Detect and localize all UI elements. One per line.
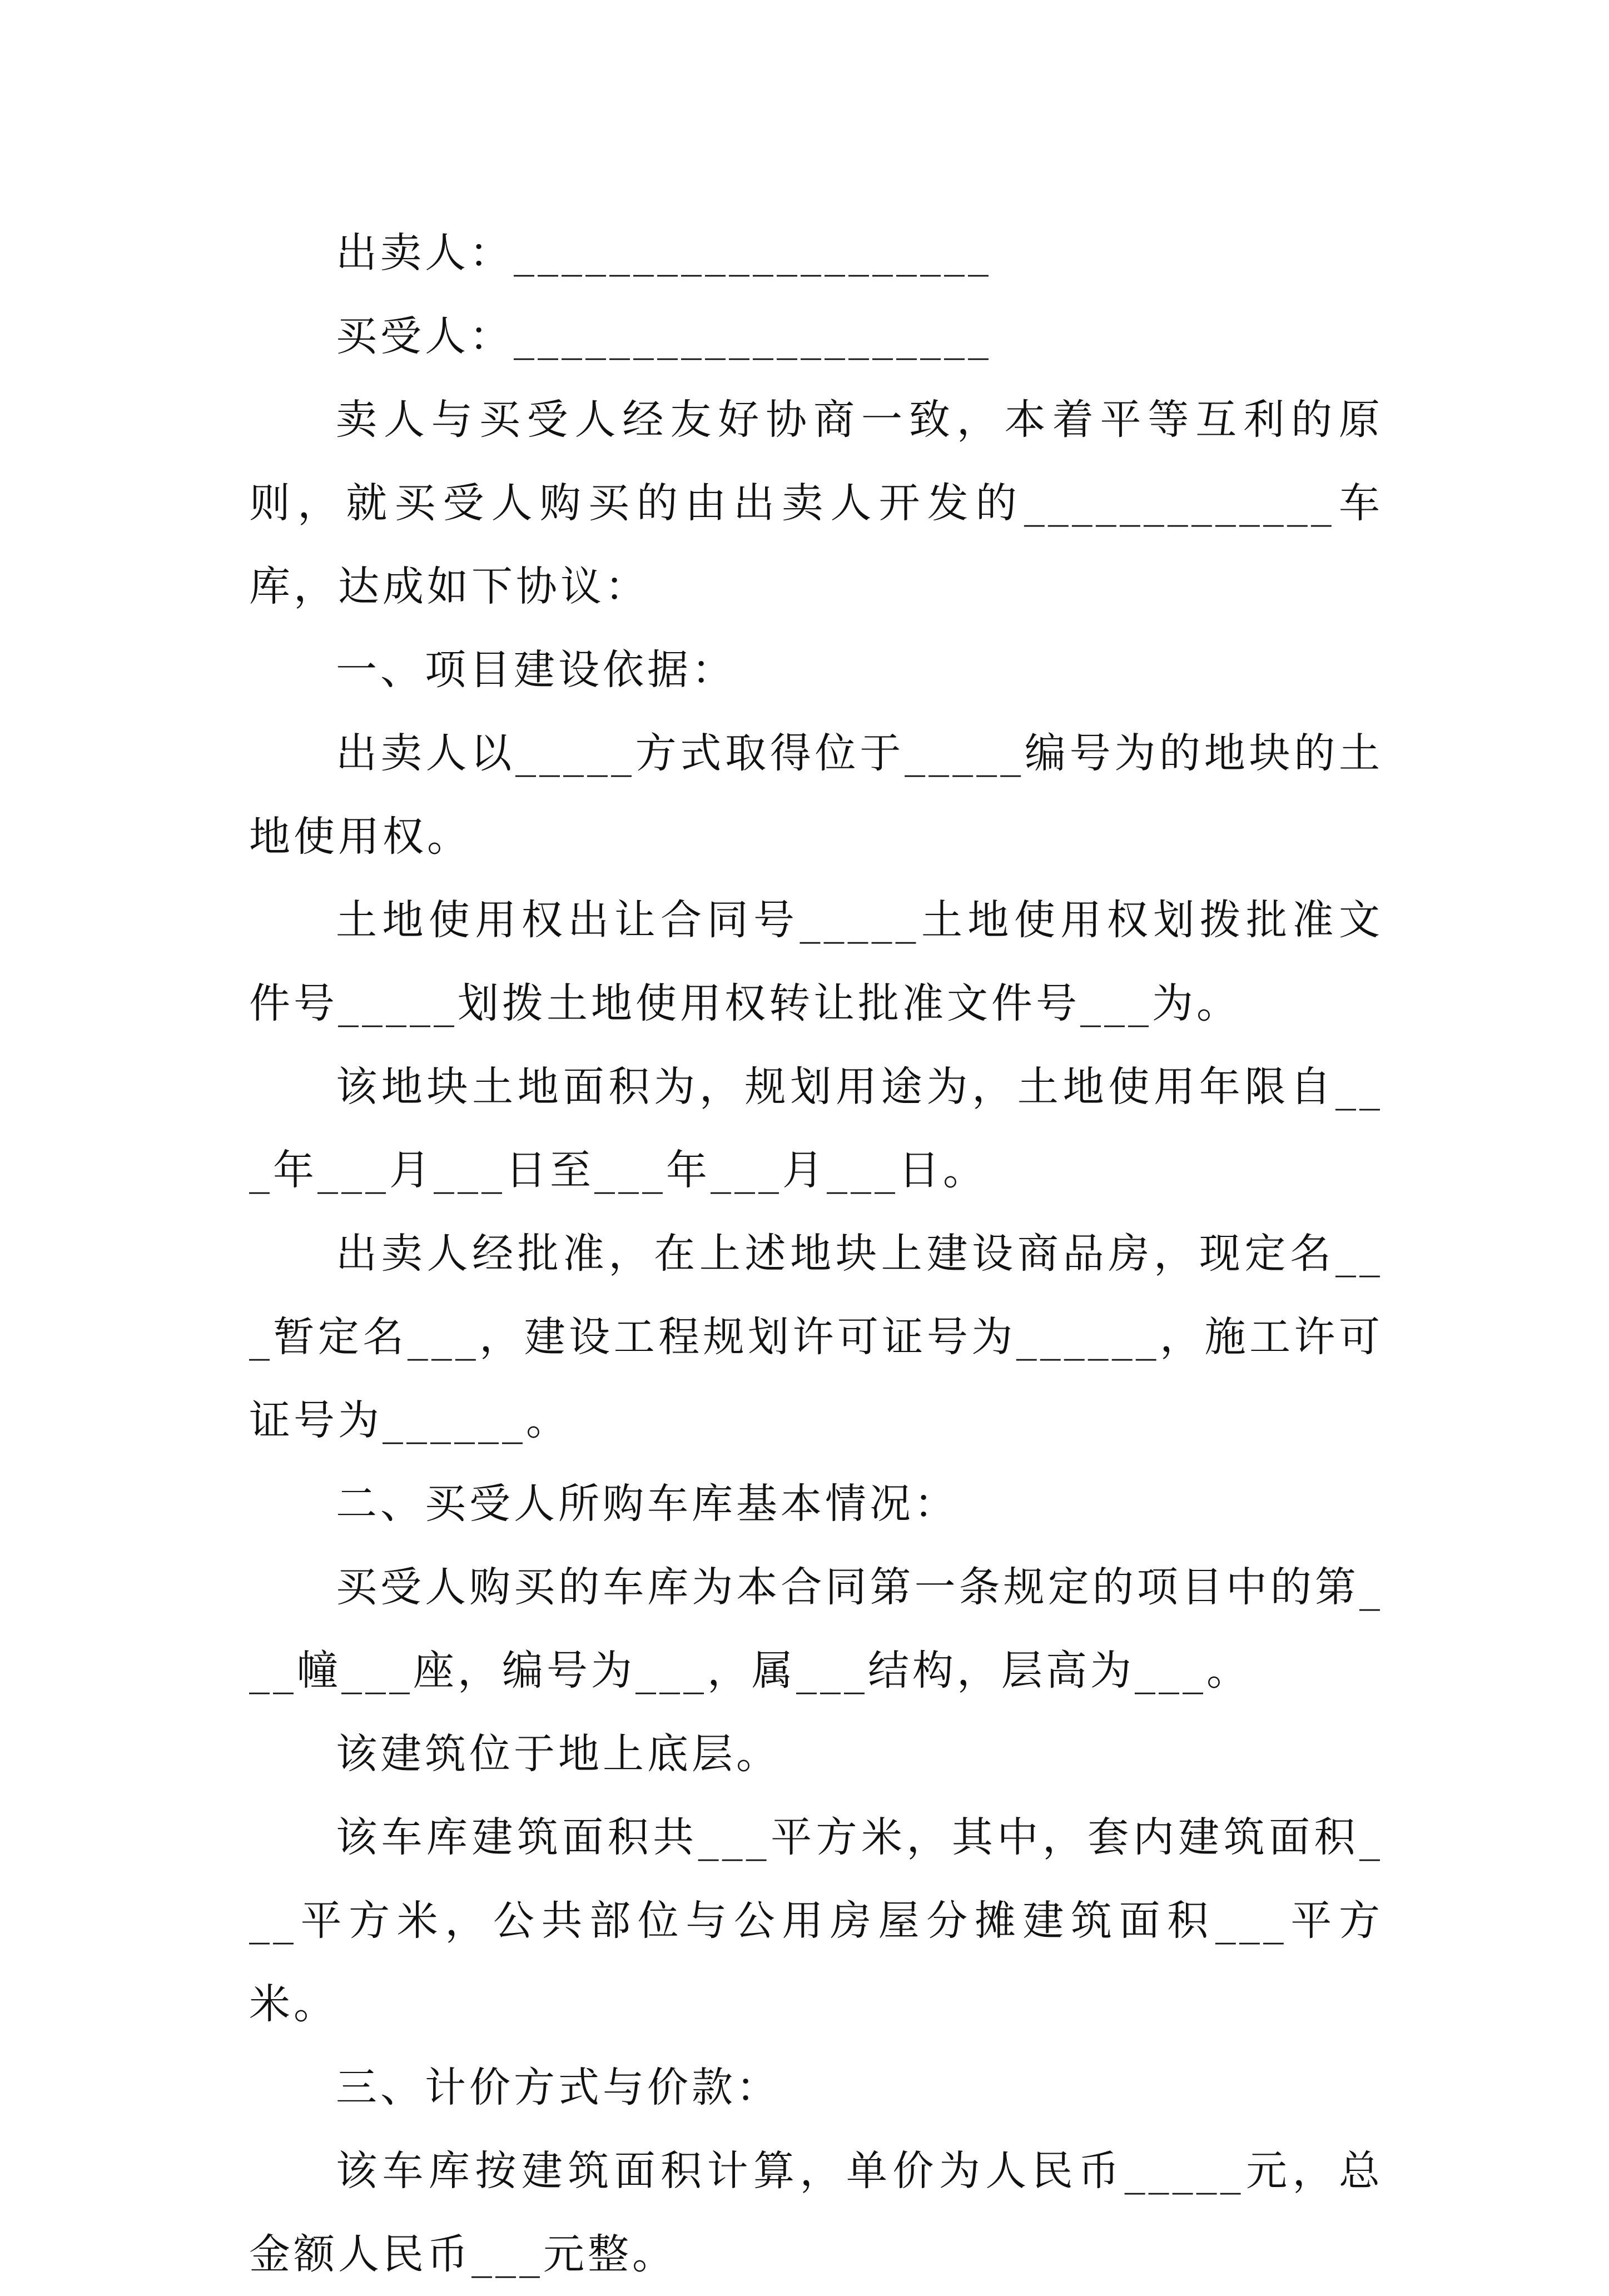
seller-line: 出卖人：____________________: [336, 229, 992, 277]
preamble-paragraph: 卖人与买受人经友好协商一致，本着平等互利的原则，就买受人购买的由出卖人开发的_____________车库，达成如下协议：: [249, 396, 1383, 610]
building-floor-paragraph: 该建筑位于地上底层。: [336, 1730, 781, 1778]
section-heading-1: 一、项目建设依据：: [336, 646, 736, 694]
section-heading-2: 二、买受人所购车库基本情况：: [336, 1480, 959, 1528]
garage-location-paragraph: 买受人购买的车库为本合同第一条规定的项目中的第___幢___座，编号为___，属___结构，层高为___。: [249, 1563, 1383, 1694]
document-body: [249, 211, 1383, 2296]
land-area-paragraph: 该地块土地面积为，规划用途为，土地使用年限自___年___月___日至___年___月___日。: [249, 1063, 1383, 1194]
section-heading-3: 三、计价方式与价款：: [336, 2064, 781, 2111]
building-area-paragraph: 该车库建筑面积共___平方米，其中，套内建筑面积___平方米，公共部位与公用房屋分摊建筑面积___平方米。: [249, 1813, 1383, 2028]
buyer-line: 买受人：____________________: [336, 312, 992, 360]
contract-number-paragraph: 土地使用权出让合同号_____土地使用权划拨批准文件号_____划拨土地使用权转让批准文件号___为。: [249, 896, 1383, 1027]
price-paragraph: 该车库按建筑面积计算，单价为人民币_____元，总金额人民币___元整。: [249, 2147, 1383, 2278]
construction-permit-paragraph: 出卖人经批准，在上述地块上建设商品房，现定名___暂定名___，建设工程规划许可证号为______，施工许可证号为______。: [249, 1230, 1383, 1444]
land-use-paragraph: 出卖人以_____方式取得位于_____编号为的地块的土地使用权。: [249, 729, 1383, 861]
